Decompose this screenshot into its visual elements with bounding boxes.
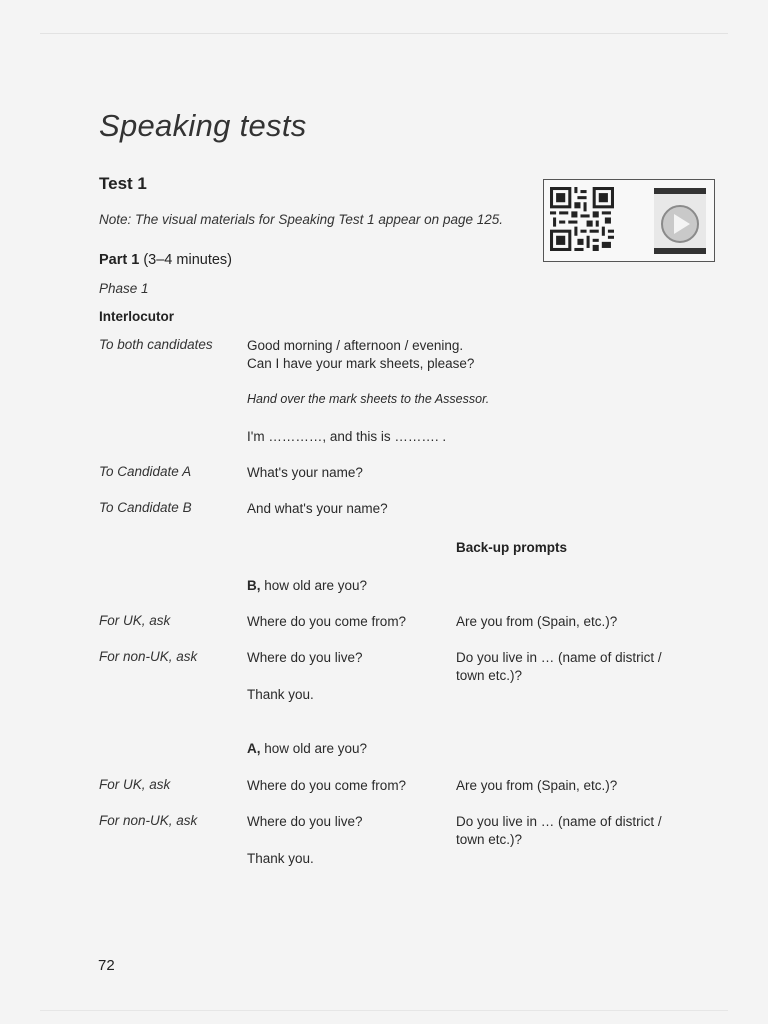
non-uk-backup-2a: Do you live in … (name of district / bbox=[456, 814, 662, 829]
label-uk-ask-1: For UK, ask bbox=[99, 613, 171, 628]
candidate-b-question: And what's your name? bbox=[247, 501, 388, 516]
b-letter: B, bbox=[247, 578, 261, 593]
label-non-uk-ask-1: For non-UK, ask bbox=[99, 649, 198, 664]
thank-you-2: Thank you. bbox=[247, 851, 314, 866]
bottom-rule bbox=[40, 1010, 728, 1011]
part-duration: (3–4 minutes) bbox=[139, 252, 232, 268]
note-text: Note: The visual materials for Speaking Test 1 appear on page 125. bbox=[99, 212, 503, 227]
media-panel bbox=[543, 179, 715, 262]
introduction-line: I'm …………, and this is ………. . bbox=[247, 429, 447, 444]
a-age-question bbox=[247, 739, 367, 758]
phase-label: Phase 1 bbox=[99, 281, 149, 296]
part-label: Part 1 bbox=[99, 252, 140, 268]
greeting-line-1: Good morning / afternoon / evening. bbox=[247, 338, 464, 353]
part-heading bbox=[99, 252, 232, 268]
greeting-line-2: Can I have your mark sheets, please? bbox=[247, 356, 475, 371]
backup-prompts-heading: Back-up prompts bbox=[456, 540, 568, 555]
label-non-uk-ask-2: For non-UK, ask bbox=[99, 813, 198, 828]
uk-question-2: Where do you come from? bbox=[247, 778, 407, 793]
top-rule bbox=[40, 33, 728, 34]
uk-backup-1: Are you from (Spain, etc.)? bbox=[456, 614, 618, 629]
hand-over-instruction: Hand over the mark sheets to the Assessor. bbox=[247, 392, 490, 406]
play-video-icon bbox=[657, 204, 703, 244]
label-uk-ask-2: For UK, ask bbox=[99, 777, 171, 792]
page-number: 72 bbox=[98, 957, 115, 974]
non-uk-backup-2b: town etc.)? bbox=[456, 832, 523, 847]
page-title: Speaking tests bbox=[99, 108, 307, 143]
uk-question-1: Where do you come from? bbox=[247, 614, 407, 629]
b-age-text: how old are you? bbox=[260, 578, 368, 593]
video-thumbnail[interactable] bbox=[654, 188, 706, 254]
uk-backup-2: Are you from (Spain, etc.)? bbox=[456, 778, 618, 793]
a-age-text: how old are you? bbox=[260, 741, 368, 756]
non-uk-backup-1b: town etc.)? bbox=[456, 668, 523, 683]
label-candidate-a: To Candidate A bbox=[99, 464, 192, 479]
label-candidate-b: To Candidate B bbox=[99, 500, 192, 515]
b-age-question bbox=[247, 576, 367, 595]
a-letter: A, bbox=[247, 741, 261, 756]
non-uk-question-2: Where do you live? bbox=[247, 814, 363, 829]
test-heading: Test 1 bbox=[99, 174, 147, 193]
qr-code-icon[interactable] bbox=[550, 187, 614, 256]
non-uk-question-1: Where do you live? bbox=[247, 650, 363, 665]
candidate-a-question: What's your name? bbox=[247, 465, 363, 480]
non-uk-backup-1a: Do you live in … (name of district / bbox=[456, 650, 662, 665]
interlocutor-heading: Interlocutor bbox=[99, 309, 175, 324]
label-both-candidates: To both candidates bbox=[99, 337, 213, 352]
thank-you-1: Thank you. bbox=[247, 687, 314, 702]
